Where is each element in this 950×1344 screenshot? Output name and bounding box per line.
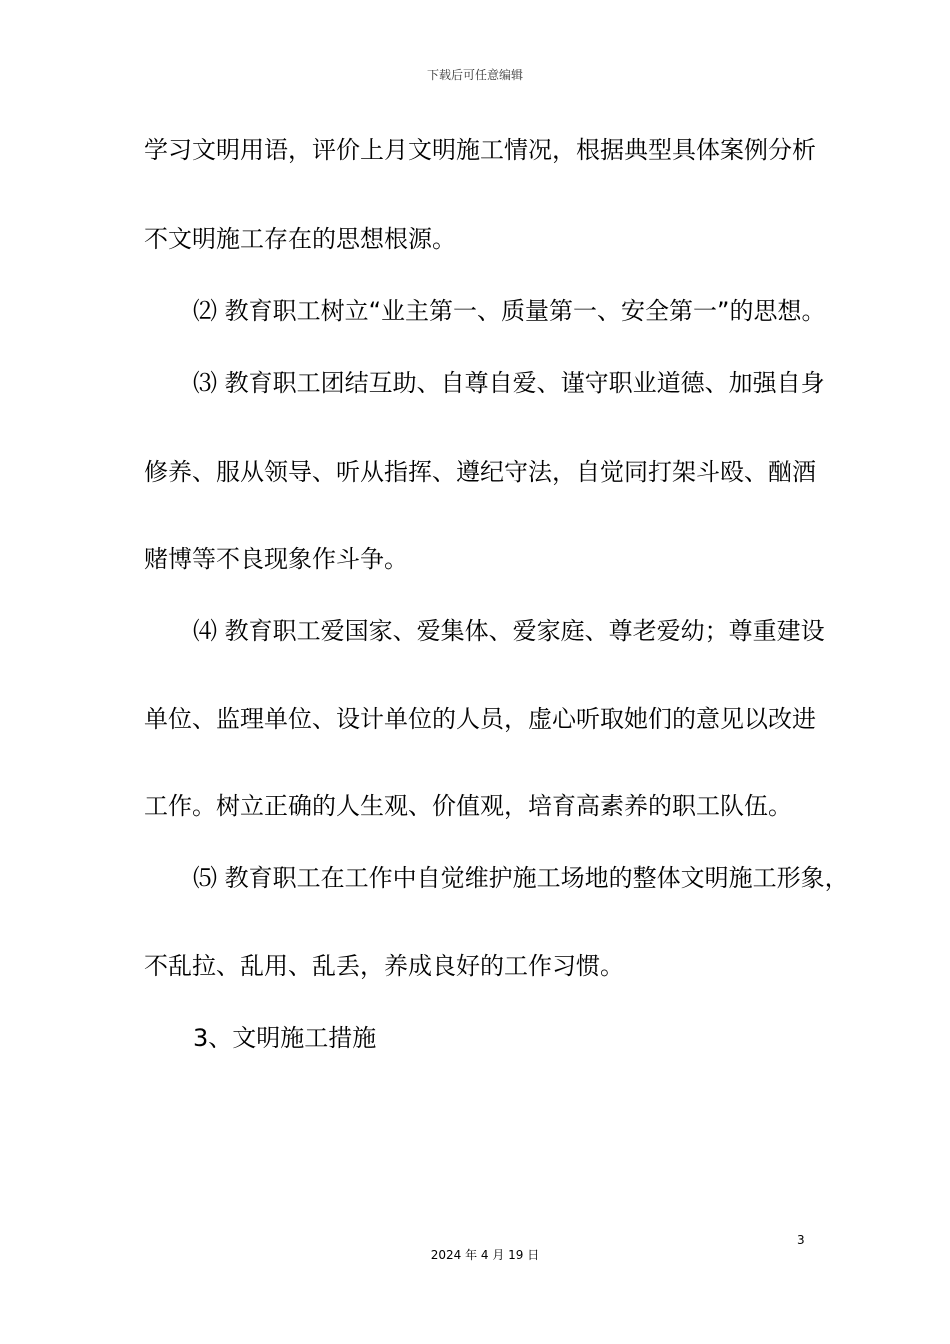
paragraph-line: ⑶ 教育职工团结互助、自尊自爱、谨守职业道德、加强自身	[193, 369, 825, 397]
page-header: 下载后可任意编辑	[426, 68, 523, 82]
paragraph-line: ⑷ 教育职工爱国家、爱集体、爱家庭、尊老爱幼；尊重建设	[193, 617, 825, 645]
paragraph-line: 不文明施工存在的思想根源。	[144, 225, 456, 253]
paragraph-line: 工作。树立正确的人生观、价值观，培育高素养的职工队伍。	[144, 792, 792, 820]
paragraph-line: 修养、服从领导、听从指挥、遵纪守法，自觉同打架斗殴、酗酒	[144, 458, 816, 486]
footer-date: 2024 年 4 月 19 日	[430, 1248, 540, 1262]
section-heading: 3、文明施工措施	[193, 1024, 377, 1052]
paragraph-line: 不乱拉、乱用、乱丢，养成良好的工作习惯。	[144, 952, 624, 980]
paragraph-line: 学习文明用语，评价上月文明施工情况，根据典型具体案例分析	[144, 136, 816, 164]
page-number: 3	[797, 1233, 805, 1247]
paragraph-line: ⑵ 教育职工树立“业主第一、质量第一、安全第一”的思想。	[193, 297, 826, 325]
paragraph-line: 单位、监理单位、设计单位的人员，虚心听取她们的意见以改进	[144, 705, 816, 733]
paragraph-line: ⑸ 教育职工在工作中自觉维护施工场地的整体文明施工形象，	[193, 864, 849, 892]
paragraph-line: 赌博等不良现象作斗争。	[144, 545, 408, 573]
